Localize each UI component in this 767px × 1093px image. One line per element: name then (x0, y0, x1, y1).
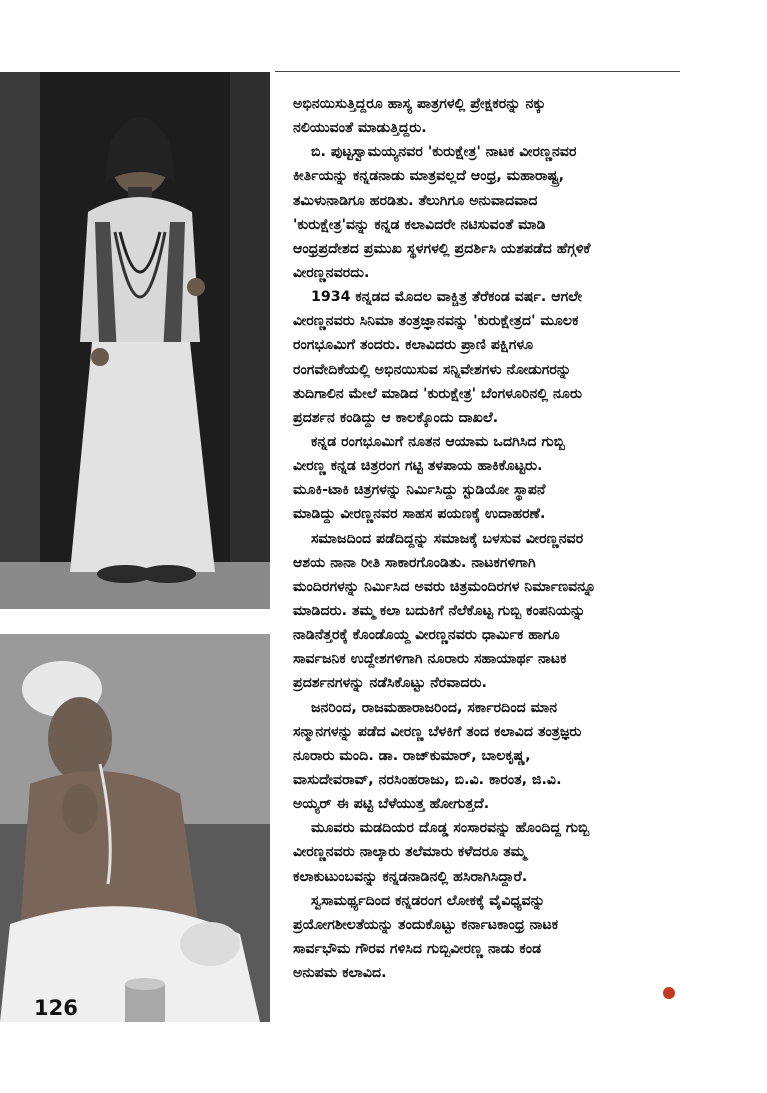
paragraph (293, 140, 688, 285)
text-line: ಮಾಡಿದ್ದು ವೀರಣ್ಣನವರ ಸಾಹಸ ಪಯಣಕ್ಕೆ ಉದಾಹರಣೆ. (293, 506, 546, 523)
text-line: ಮಂದಿರಗಳನ್ನು ನಿರ್ಮಿಸಿದ ಅವರು ಚಿತ್ರಮಂದಿರಗಳ ನಿರ್ಮಾಣವನ್ನೂ (293, 578, 597, 595)
text-line: ಅನುಪಮ ಕಲಾವಿದ. (293, 965, 387, 982)
text-line: 1934 ಕನ್ನಡದ ಮೊದಲ ವಾಕ್ಚಿತ್ರ ತೆರೆಕಂಡ ವರ್ಷ. ಆಗಲೇ (311, 289, 583, 306)
decorative-dot-icon (663, 987, 675, 999)
text-line: ಮೂಕಿ-ಟಾಕಿ ಚಿತ್ರಗಳನ್ನು ನಿರ್ಮಿಸಿದ್ದು ಸ್ಟುಡಿಯೋ ಸ್ಥಾಪನೆ (293, 482, 546, 499)
text-line: ರಂಗಭೂಮಿಗೆ ತಂದರು. ಕಲಾವಿದರು ಪ್ರಾಣಿ ಪಕ್ಷಿಗಳೂ (293, 337, 534, 354)
text-line: ಆಂಧ್ರಪ್ರದೇಶದ ಪ್ರಮುಖ ಸ್ಥಳಗಳಲ್ಲಿ ಪ್ರದರ್ಶಿಸಿ ಯಶಪಡೆದ ಹೆಗ್ಗಳಿಕೆ (293, 240, 591, 257)
paragraph (293, 696, 688, 817)
paragraph (293, 92, 688, 140)
text-line: ಸಾರ್ವಭೌಮ ಗೌರವ ಗಳಿಸಿದ ಗುಬ್ಬಿವೀರಣ್ಣ ನಾಡು ಕಂಡ (293, 940, 542, 957)
text-line: ರಂಗವೇದಿಕೆಯಲ್ಲಿ ಅಭಿನಯಿಸುವ ಸನ್ನಿವೇಶಗಳು ನೋಡುಗರನ್ನು (293, 361, 572, 378)
page-number: 126 (34, 996, 78, 1020)
text-line: ಕನ್ನಡ ರಂಗಭೂಮಿಗೆ ನೂತನ ಆಯಾಮ ಒದಗಿಸಿದ ಗುಬ್ಬಿ (311, 433, 565, 450)
paragraph (293, 816, 688, 888)
text-line: ಮೂವರು ಮಡದಿಯರ ದೊಡ್ಡ ಸಂಸಾರವನ್ನು ಹೊಂದಿದ್ದ ಗುಬ್ಬಿ (311, 820, 590, 837)
text-line: ತಮಿಳುನಾಡಿಗೂ ಹರಡಿತು. ತೆಲುಗಿಗೂ ಅನುವಾದವಾದ (293, 192, 538, 209)
text-line: ವಾಸುದೇವರಾವ್, ನರಸಿಂಹರಾಜು, ಬಿ.ವಿ. ಕಾರಂತ, ಜಿ.ವಿ. (293, 771, 562, 788)
text-line: ವೀರಣ್ಣನವರು ಸಿನಿಮಾ ತಂತ್ರಜ್ಞಾನವನ್ನು 'ಕುರುಕ್ಷೇತ್ರದ' ಮೂಲಕ (293, 313, 579, 330)
text-line: ಪ್ರಯೋಗಶೀಲತೆಯನ್ನು ತಂದುಕೊಟ್ಟು ಕರ್ನಾಟಕಾಂಧ್ರ ನಾಟಕ (293, 916, 559, 933)
paragraph (293, 285, 688, 430)
text-line: ಕೀರ್ತಿಯನ್ನು ಕನ್ನಡನಾಡು ಮಾತ್ರವಲ್ಲದೆ ಆಂಧ್ರ, ಮಹಾರಾಷ್ಟ್ರ, (293, 168, 565, 185)
text-line: ವೀರಣ್ಣನವರು ನಾಲ್ಕಾರು ತಲೆಮಾರು ಕಳೆದರೂ ತಮ್ಮ (293, 844, 527, 861)
text-line: ವೀರಣ್ಣ ಕನ್ನಡ ಚಿತ್ರರಂಗ ಗಟ್ಟಿ ತಳಪಾಯ ಹಾಕಿಕೊಟ್ಟರು. (293, 458, 543, 475)
text-line: ಅಯ್ಯರ್ ಈ ಪಟ್ಟಿ ಬೆಳೆಯುತ್ತ ಹೋಗುತ್ತದೆ. (293, 796, 490, 813)
text-line: 'ಕುರುಕ್ಷೇತ್ರ'ವನ್ನು ಕನ್ನಡ ಕಲಾವಿದರೇ ನಟಿಸುವಂತೆ ಮಾಡಿ (293, 216, 546, 233)
paragraph (293, 889, 688, 986)
text-line: ಸಾರ್ವಜನಿಕ ಉದ್ದೇಶಗಳಿಗಾಗಿ ನೂರಾರು ಸಹಾಯಾರ್ಥ ನಾಟಕ (293, 651, 567, 668)
text-line: ಸನ್ಮಾನಗಳನ್ನು ಪಡೆದ ವೀರಣ್ಣ ಬೆಳಕಿಗೆ ತಂದ ಕಲಾವಿದ ತಂತ್ರಜ್ಞರು (293, 723, 582, 740)
paragraph (293, 430, 688, 527)
text-line: ಆಶಯ ನಾನಾ ರೀತಿ ಸಾಕಾರಗೊಂಡಿತು. ನಾಟಕಗಳಿಗಾಗಿ (293, 554, 536, 571)
text-line: ಪ್ರದರ್ಶನ ಕಂಡಿದ್ದು ಆ ಕಾಲಕ್ಕೊಂದು ದಾಖಲೆ. (293, 409, 499, 426)
portrait-seated-actor-photo (0, 634, 270, 1022)
top-rule (275, 71, 680, 72)
paragraph (293, 527, 688, 696)
text-line: ನೂರಾರು ಮಂದಿ. ಡಾ. ರಾಜ್‌ಕುಮಾರ್, ಬಾಲಕೃಷ್ಣ, (293, 747, 531, 764)
text-line: ನಲಿಯುವಂತೆ ಮಾಡುತ್ತಿದ್ದರು. (293, 120, 427, 137)
text-line: ಕಲಾಕುಟುಂಬವನ್ನು ಕನ್ನಡನಾಡಿನಲ್ಲಿ ಹಸಿರಾಗಿಸಿದ್ದಾರೆ. (293, 868, 528, 885)
text-line: ನಾಡಿನೆತ್ತರಕ್ಕೆ ಕೊಂಡೊಯ್ದ ವೀರಣ್ಣನವರು ಧಾರ್ಮಿಕ ಹಾಗೂ (293, 627, 560, 644)
text-line: ಜನರಿಂದ, ರಾಜಮಹಾರಾಜರಿಂದ, ಸರ್ಕಾರದಿಂದ ಮಾನ (311, 699, 558, 716)
text-line: ಮಾಡಿದರು. ತಮ್ಮ ಕಲಾ ಬದುಕಿಗೆ ನೆಲೆಕೊಟ್ಟ ಗುಬ್ಬಿ ಕಂಪನಿಯನ್ನು (293, 602, 586, 619)
text-line: ಬಿ. ಪುಟ್ಟಸ್ವಾಮಯ್ಯನವರ 'ಕುರುಕ್ಷೇತ್ರ' ನಾಟಕ ವೀರಣ್ಣನವರ (311, 144, 577, 161)
portrait-standing-man-with-beads-photo (0, 72, 270, 609)
text-line: ಅಭಿನಯಿಸುತ್ತಿದ್ದರೂ ಹಾಸ್ಯ ಪಾತ್ರಗಳಲ್ಲಿ ಪ್ರೇಕ್ಷಕರನ್ನು ನಕ್ಕು (293, 96, 546, 112)
text-line: ಸ್ವಸಾಮರ್ಥ್ಯದಿಂದ ಕನ್ನಡರಂಗ ಲೋಕಕ್ಕೆ ವೈವಿಧ್ಯವನ್ನು (311, 892, 546, 909)
text-line: ಪ್ರದರ್ಶನಗಳನ್ನು ನಡೆಸಿಕೊಟ್ಟು ನೆರವಾದರು. (293, 675, 487, 692)
text-line: ವೀರಣ್ಣನವರದು. (293, 264, 370, 281)
text-line: ಸಮಾಜದಿಂದ ಪಡೆದಿದ್ದನ್ನು ಸಮಾಜಕ್ಕೆ ಬಳಸುವ ವೀರಣ್ಣನವರ (311, 530, 584, 547)
article-body (293, 92, 688, 985)
text-line: ತುದಿಗಾಲಿನ ಮೇಲೆ ಮಾಡಿದ 'ಕುರುಕ್ಷೇತ್ರ' ಬೆಂಗಳೂರಿನಲ್ಲಿ ನೂರು (293, 385, 583, 402)
